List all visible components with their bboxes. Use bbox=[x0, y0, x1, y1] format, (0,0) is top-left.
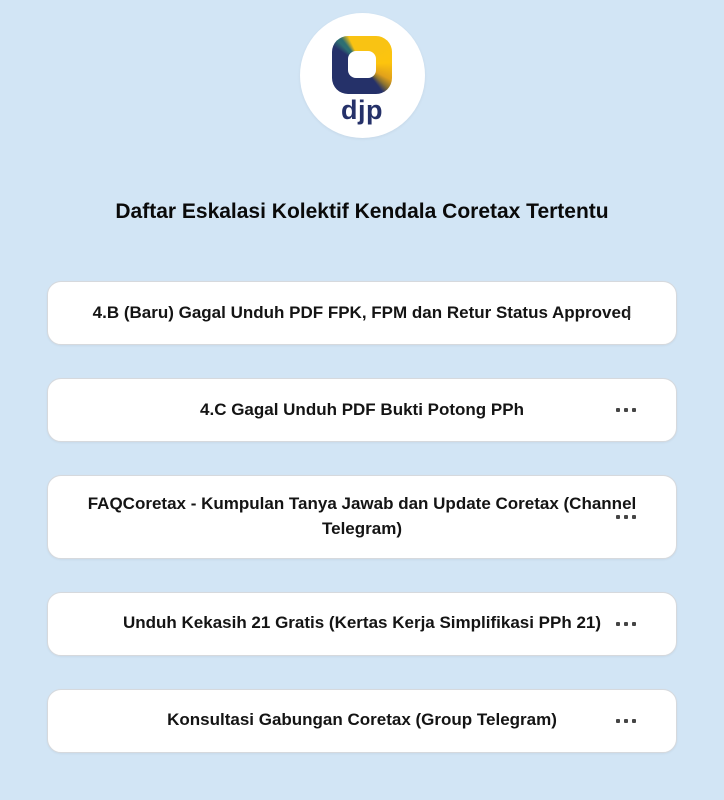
link-label: Konsultasi Gabungan Coretax (Group Telegram) bbox=[167, 710, 557, 730]
ellipsis-dot bbox=[632, 515, 636, 519]
ellipsis-dot bbox=[616, 719, 620, 723]
link-card[interactable] bbox=[47, 281, 677, 345]
ellipsis-icon[interactable] bbox=[628, 302, 630, 324]
link-label: FAQCoretax - Kumpulan Tanya Jawab dan Update Coretax (Channel Telegram) bbox=[87, 494, 637, 538]
ellipsis-dot bbox=[624, 622, 628, 626]
ellipsis-icon[interactable] bbox=[616, 618, 636, 630]
ellipsis-icon[interactable] bbox=[616, 404, 636, 416]
ellipsis-dot bbox=[616, 515, 620, 519]
link-card[interactable] bbox=[47, 592, 677, 656]
ellipsis-dot bbox=[616, 622, 620, 626]
ellipsis-dot bbox=[632, 622, 636, 626]
page-title: Daftar Eskalasi Kolektif Kendala Coretax Tertentu bbox=[115, 200, 609, 223]
link-card[interactable] bbox=[47, 378, 677, 442]
ellipsis-dot bbox=[632, 719, 636, 723]
link-label: Unduh Kekasih 21 Gratis (Kertas Kerja Simplifikasi PPh 21) bbox=[122, 613, 602, 633]
link-label: 4.C Gagal Unduh PDF Bukti Potong PPh bbox=[200, 399, 524, 419]
ellipsis-dot bbox=[624, 408, 628, 412]
ellipsis-dot bbox=[624, 719, 628, 723]
links-list bbox=[47, 281, 677, 752]
ellipsis-dot bbox=[624, 515, 628, 519]
link-label: 4.B (Baru) Gagal Unduh PDF FPK, FPM dan Retur Status Approved bbox=[92, 302, 632, 322]
ellipsis-dot bbox=[632, 408, 636, 412]
ellipsis-icon[interactable] bbox=[616, 715, 636, 727]
link-card[interactable] bbox=[47, 475, 677, 558]
link-card[interactable] bbox=[47, 689, 677, 753]
avatar bbox=[300, 13, 425, 138]
djp-logo-icon bbox=[332, 36, 392, 94]
ellipsis-dot bbox=[616, 408, 620, 412]
ellipsis-icon[interactable] bbox=[616, 511, 636, 523]
djp-logo-text: djp bbox=[341, 94, 383, 125]
